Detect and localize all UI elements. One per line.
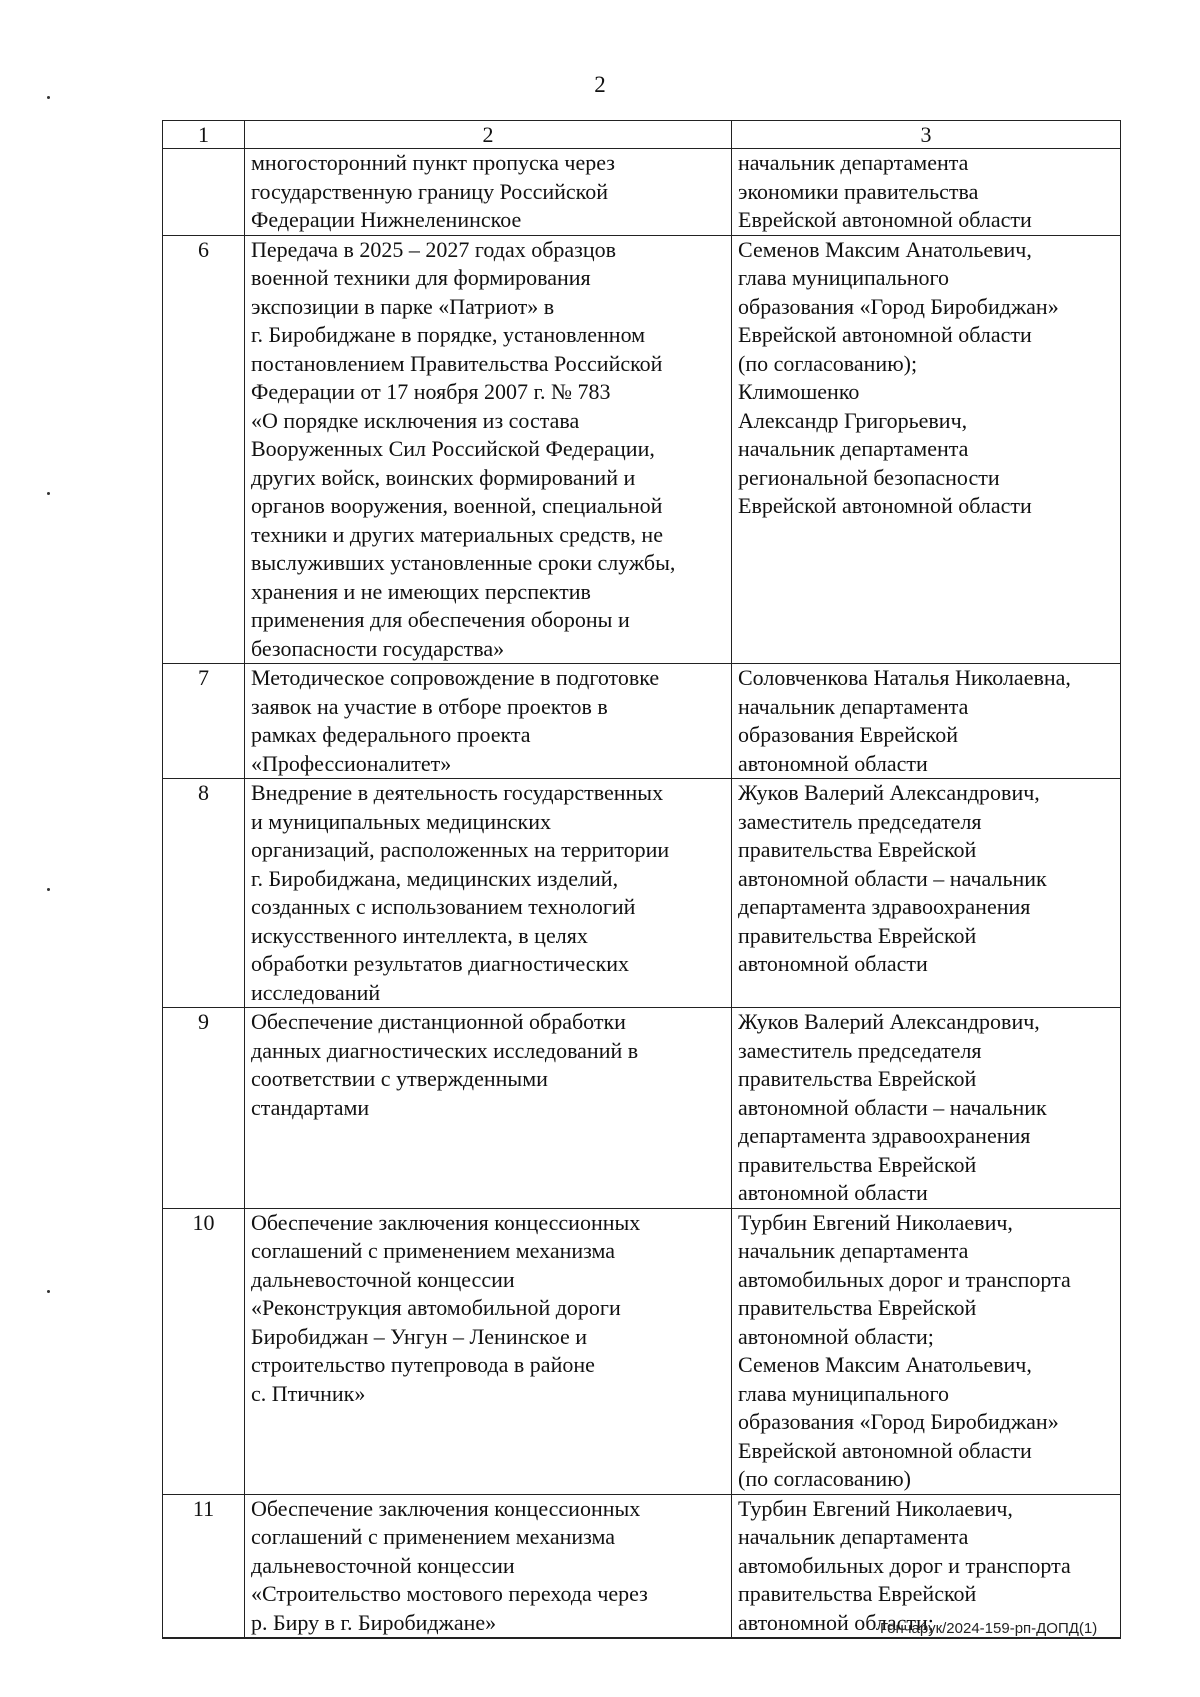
activity-cell (245, 779, 732, 1008)
responsible-text: Жуков Валерий Александрович, заместитель председателя правительства Еврейской автономной области – начальник департамента здравоохранения правительства Еврейской автономной области (738, 1009, 1047, 1205)
responsible-cell (732, 664, 1121, 779)
row-number: 9 (163, 1008, 245, 1209)
activity-text: Обеспечение заключения концессионных соглашений с применением механизма дальневосточной концессии «Реконструкция автомобильной дороги Биробиджан – Унгун – Ленинское и строительство путепровода в районе с. Птичник» (251, 1209, 641, 1406)
responsible-cell (732, 149, 1121, 236)
responsible-text: Семенов Максим Анатольевич, глава муниципального образования «Город Биробиджан» Еврейской автономной области (по согласованию); Климошенко Александр Григорьевич, начальник департамента региональной безопасности Еврейской автономной области (738, 236, 1059, 518)
activity-text: Обеспечение заключения концессионных соглашений с применением механизма дальневосточной концессии «Строительство мостового перехода через р. Биру в г. Биробиджане» (251, 1495, 648, 1635)
document-code: Гончарук/2024-159-рп-ДОПД(1) (880, 1620, 1098, 1637)
row-number: 7 (163, 664, 245, 779)
activity-cell (245, 1494, 732, 1638)
table-header-row (163, 121, 1121, 149)
table-row (163, 235, 1121, 664)
table-row (163, 664, 1121, 779)
row-number: 11 (163, 1494, 245, 1638)
responsible-cell (732, 1494, 1121, 1638)
activity-text: Обеспечение дистанционной обработки данных диагностических исследований в соответствии с утвержденными стандартами (251, 1009, 639, 1120)
activity-text: Передача в 2025 – 2027 годах образцов военной техники для формирования экспозиции в парке «Патриот» в г. Биробиджане в порядке, установленном постановлением Правительства Российской Федерации от 17 ноября 2007 г. № 783 «О порядке исключения из состава Вооруженных Сил Российской Федерации, других войск, воинских формирований и органов вооружения, военной, специальной техники и других материальных средств, не выслуживших установленные сроки службы, хранения и не имеющих перспектив применения для обеспечения обороны и безопасности государства» (251, 236, 676, 661)
activity-cell (245, 149, 732, 236)
activity-cell (245, 1208, 732, 1494)
column-header-3: 3 (732, 121, 1121, 149)
scan-dot-mark (47, 96, 50, 99)
responsible-text: Турбин Евгений Николаевич, начальник департамента автомобильных дорог и транспорта правительства Еврейской автономной области; (738, 1495, 1071, 1635)
scan-dot-mark (47, 888, 50, 891)
row-number (163, 149, 245, 236)
row-number: 8 (163, 779, 245, 1008)
table-row (163, 1638, 1121, 1639)
responsible-cell (732, 235, 1121, 664)
scan-dot-mark (47, 492, 50, 495)
responsible-text: Жуков Валерий Александрович, заместитель председателя правительства Еврейской автономной области – начальник департамента здравоохранения правительства Еврейской автономной области (738, 780, 1047, 976)
table-row (163, 1494, 1121, 1638)
row-number: 10 (163, 1208, 245, 1494)
responsible-text: начальник департамента экономики правительства Еврейской автономной области (738, 150, 1032, 232)
scan-dot-mark (47, 1290, 50, 1293)
table-row (163, 149, 1121, 236)
responsible-cell (732, 1008, 1121, 1209)
column-header-1: 1 (163, 121, 245, 149)
responsible-cell (732, 1208, 1121, 1494)
activity-cell (245, 1638, 732, 1639)
table-row (163, 1008, 1121, 1209)
responsible-text: Соловченкова Наталья Николаевна, начальник департамента образования Еврейской автономной области (738, 665, 1071, 776)
activity-text: Внедрение в деятельность государственных и муниципальных медицинских организаций, расположенных на территории г. Биробиджана, медицинских изделий, созданных с использованием технологий искусственного интеллекта, в целях обработки результатов диагностических исследований (251, 780, 670, 1005)
activity-cell (245, 664, 732, 779)
column-header-2: 2 (245, 121, 732, 149)
activity-text: многосторонний пункт пропуска через государственную границу Российской Федерации Нижнеленинское (251, 150, 615, 232)
table-row (163, 1208, 1121, 1494)
row-number (163, 1638, 245, 1639)
table-row (163, 779, 1121, 1008)
activity-cell (245, 235, 732, 664)
responsibility-table (162, 120, 1121, 1639)
row-number: 6 (163, 235, 245, 664)
responsible-text: Турбин Евгений Николаевич, начальник департамента автомобильных дорог и транспорта правительства Еврейской автономной области; Семенов Максим Анатольевич, глава муниципального образования «Город Биробиджан» Еврейской автономной области (по согласованию) (738, 1209, 1071, 1491)
activity-text: Методическое сопровождение в подготовке заявок на участие в отборе проектов в рамках федерального проекта «Профессионалитет» (251, 665, 660, 776)
responsible-cell (732, 779, 1121, 1008)
page-number: 2 (594, 72, 606, 97)
activity-cell (245, 1008, 732, 1209)
responsible-cell (732, 1638, 1121, 1639)
